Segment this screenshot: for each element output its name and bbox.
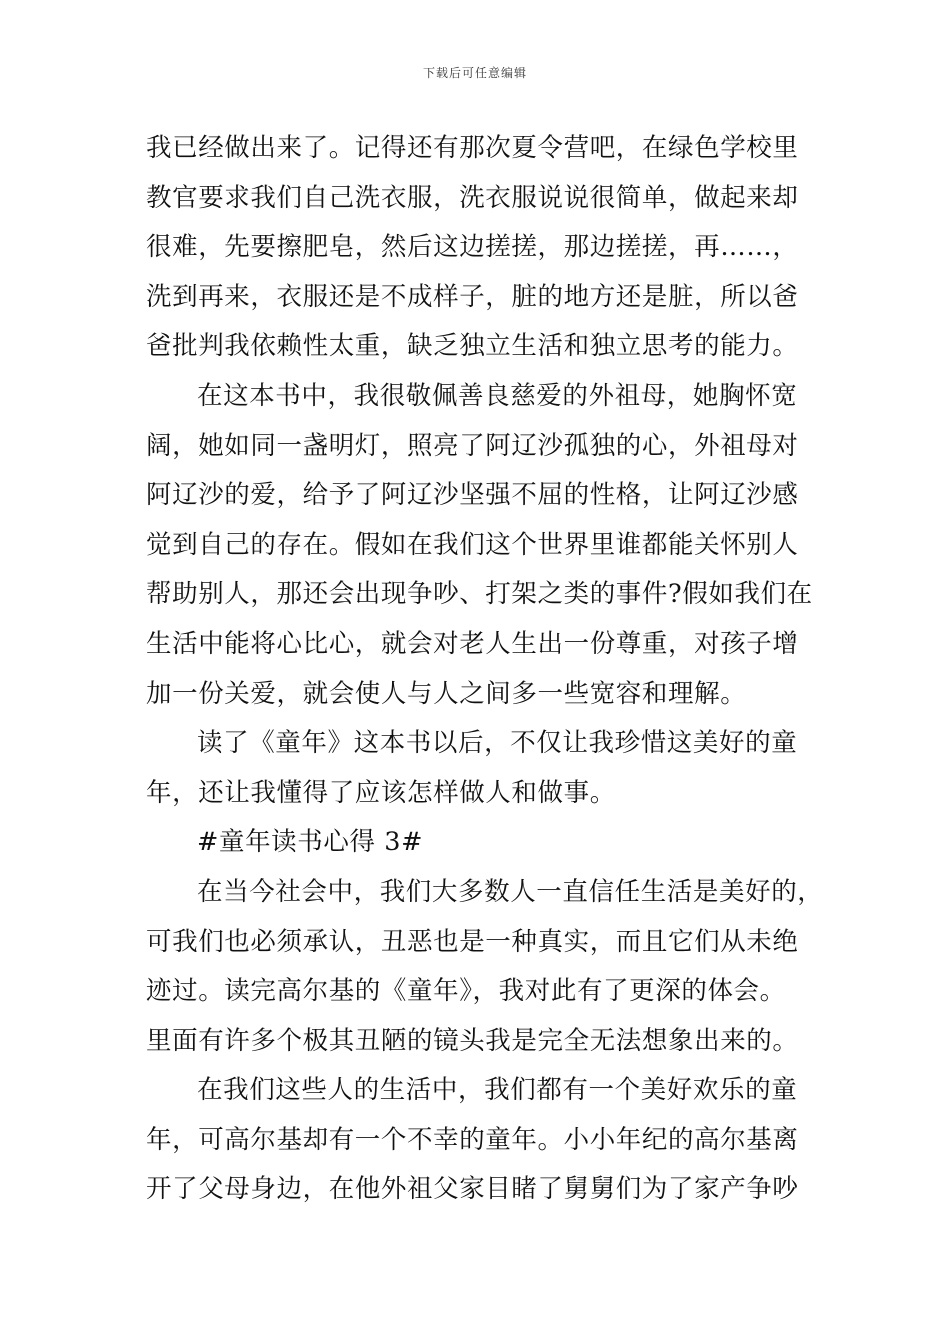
text-line: 迹过。读完高尔基的《童年》，我对此有了更深的体会。 (146, 976, 786, 1007)
document-body (146, 124, 824, 1215)
paragraph-start-line: 读了《童年》这本书以后，不仅让我珍惜这美好的童 (197, 728, 798, 759)
text-line: 帮助别人，那还会出现争吵、打架之类的事件?假如我们在 (146, 579, 813, 610)
text-line: 教官要求我们自己洗衣服，洗衣服说说很简单，做起来却 (146, 182, 799, 213)
text-line: 阿辽沙的爱，给予了阿辽沙坚强不屈的性格，让阿辽沙感 (146, 480, 799, 511)
paragraph-start-line: #童年读书心得 3# (197, 827, 424, 858)
text-line: 开了父母身边，在他外祖父家目睹了舅舅们为了家产争吵 (146, 1174, 799, 1205)
text-line: 加一份关爱，就会使人与人之间多一些宽容和理解。 (146, 678, 747, 709)
text-line: 爸批判我依赖性太重，缺乏独立生活和独立思考的能力。 (146, 331, 799, 362)
text-line: 我已经做出来了。记得还有那次夏令营吧，在绿色学校里 (146, 133, 799, 163)
text-line: 生活中能将心比心，就会对老人生出一份尊重，对孩子增 (146, 628, 799, 659)
text-line: 觉到自己的存在。假如在我们这个世界里谁都能关怀别人 (146, 529, 799, 560)
text-line: 年，可高尔基却有一个不幸的童年。小小年纪的高尔基离 (146, 1124, 799, 1155)
page-header: 下载后可任意编辑 (422, 66, 527, 80)
text-line: 很难，先要擦肥皂，然后这边搓搓，那边搓搓，再……， (146, 232, 799, 263)
text-line: 可我们也必须承认，丑恶也是一种真实，而且它们从未绝 (146, 926, 799, 957)
paragraph-start-line: 在我们这些人的生活中，我们都有一个美好欢乐的童 (197, 1075, 798, 1106)
paragraph-start-line: 在这本书中，我很敬佩善良慈爱的外祖母，她胸怀宽 (197, 380, 798, 411)
text-line: 年，还让我懂得了应该怎样做人和做事。 (146, 777, 616, 808)
text-line: 洗到再来，衣服还是不成样子，脏的地方还是脏，所以爸 (146, 281, 799, 312)
text-line: 阔，她如同一盏明灯，照亮了阿辽沙孤独的心，外祖母对 (146, 430, 799, 461)
paragraph-start-line: 在当今社会中，我们大多数人一直信任生活是美好的， (197, 876, 824, 907)
text-line: 里面有许多个极其丑陋的镜头我是完全无法想象出来的。 (146, 1025, 799, 1056)
